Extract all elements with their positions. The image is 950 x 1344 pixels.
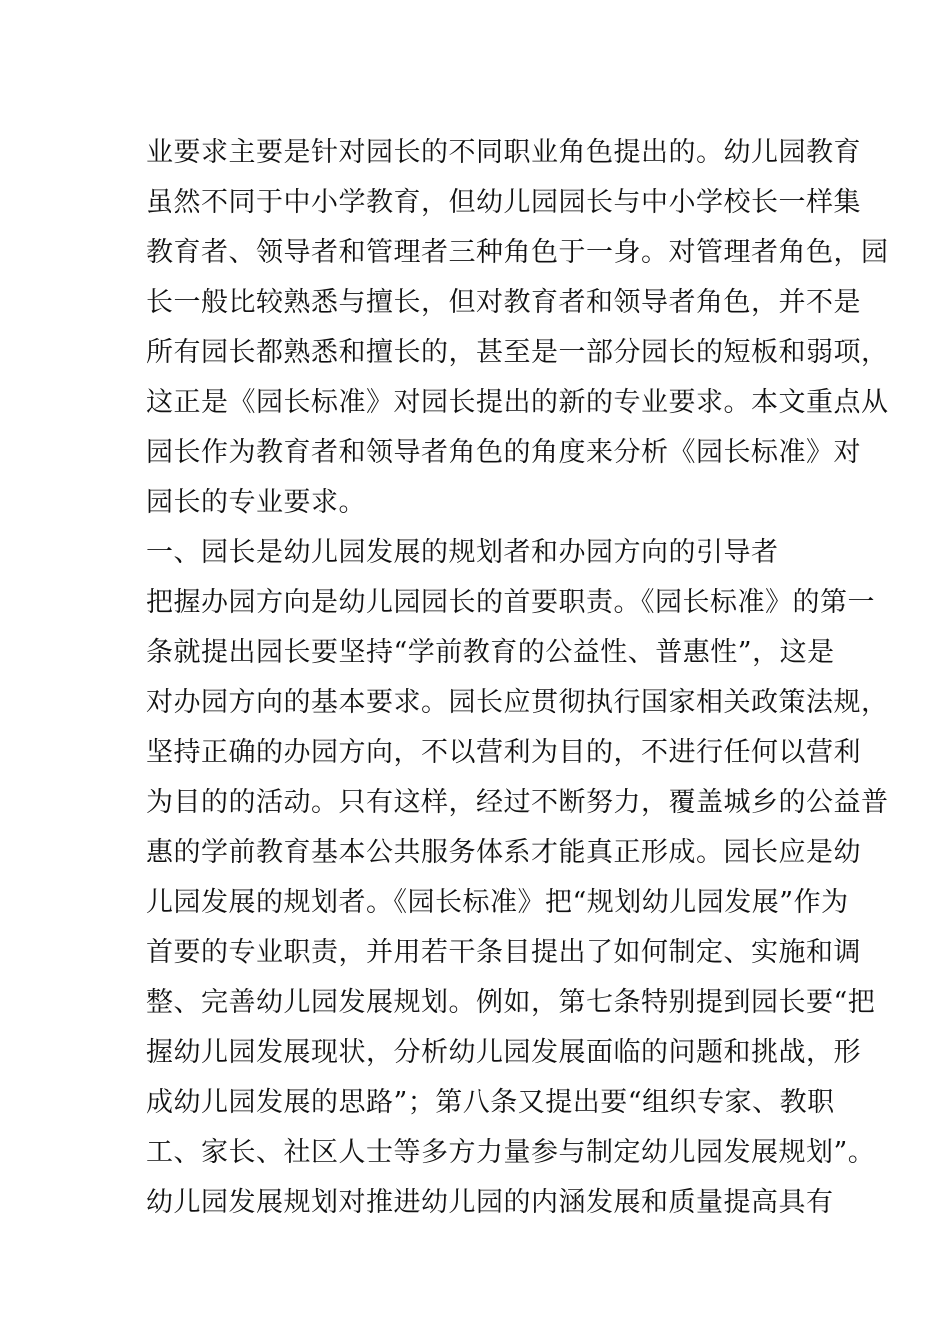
text-line: 儿园发展的规划者。《园长标准》把“规划幼儿园发展”作为 — [146, 887, 849, 918]
section-heading: 一、园长是幼儿园发展的规划者和办园方向的引导者 — [146, 537, 779, 568]
text-line: 把握办园方向是幼儿园园长的首要职责。《园长标准》的第一 — [146, 587, 875, 618]
text-line: 整、完善幼儿园发展规划。例如，第七条特别提到园长要“把 — [146, 987, 876, 1018]
body-text — [146, 128, 889, 1228]
text-line: 教育者、领导者和管理者三种角色于一身。对管理者角色，园 — [146, 237, 889, 268]
text-line: 园长作为教育者和领导者角色的角度来分析《园长标准》对 — [146, 437, 861, 468]
text-line: 虽然不同于中小学教育，但幼儿园园长与中小学校长一样集 — [146, 187, 861, 218]
text-line: 条就提出园长要坚持“学前教育的公益性、普惠性”，这是 — [146, 637, 835, 668]
text-line: 为目的的活动。只有这样，经过不断努力，覆盖城乡的公益普 — [146, 787, 889, 818]
text-line: 惠的学前教育基本公共服务体系才能真正形成。园长应是幼 — [146, 837, 861, 868]
text-line: 幼儿园发展规划对推进幼儿园的内涵发展和质量提高具有 — [146, 1187, 834, 1218]
text-line: 业要求主要是针对园长的不同职业角色提出的。幼儿园教育 — [146, 137, 861, 168]
text-line: 工、家长、社区人士等多方力量参与制定幼儿园发展规划”。 — [146, 1137, 876, 1168]
text-line: 对办园方向的基本要求。园长应贯彻执行国家相关政策法规， — [146, 687, 889, 718]
text-line: 成幼儿园发展的思路”；第八条又提出要“组织专家、教职 — [146, 1087, 835, 1118]
text-line: 园长的专业要求。 — [146, 487, 366, 518]
text-line: 首要的专业职责，并用若干条目提出了如何制定、实施和调 — [146, 937, 861, 968]
text-line: 所有园长都熟悉和擅长的，甚至是一部分园长的短板和弱项， — [146, 337, 889, 368]
text-line: 握幼儿园发展现状，分析幼儿园发展面临的问题和挑战，形 — [146, 1037, 861, 1068]
text-line: 坚持正确的办园方向，不以营利为目的，不进行任何以营利 — [146, 737, 861, 768]
text-line: 这正是《园长标准》对园长提出的新的专业要求。本文重点从 — [146, 387, 889, 418]
text-line: 长一般比较熟悉与擅长，但对教育者和领导者角色，并不是 — [146, 287, 861, 318]
